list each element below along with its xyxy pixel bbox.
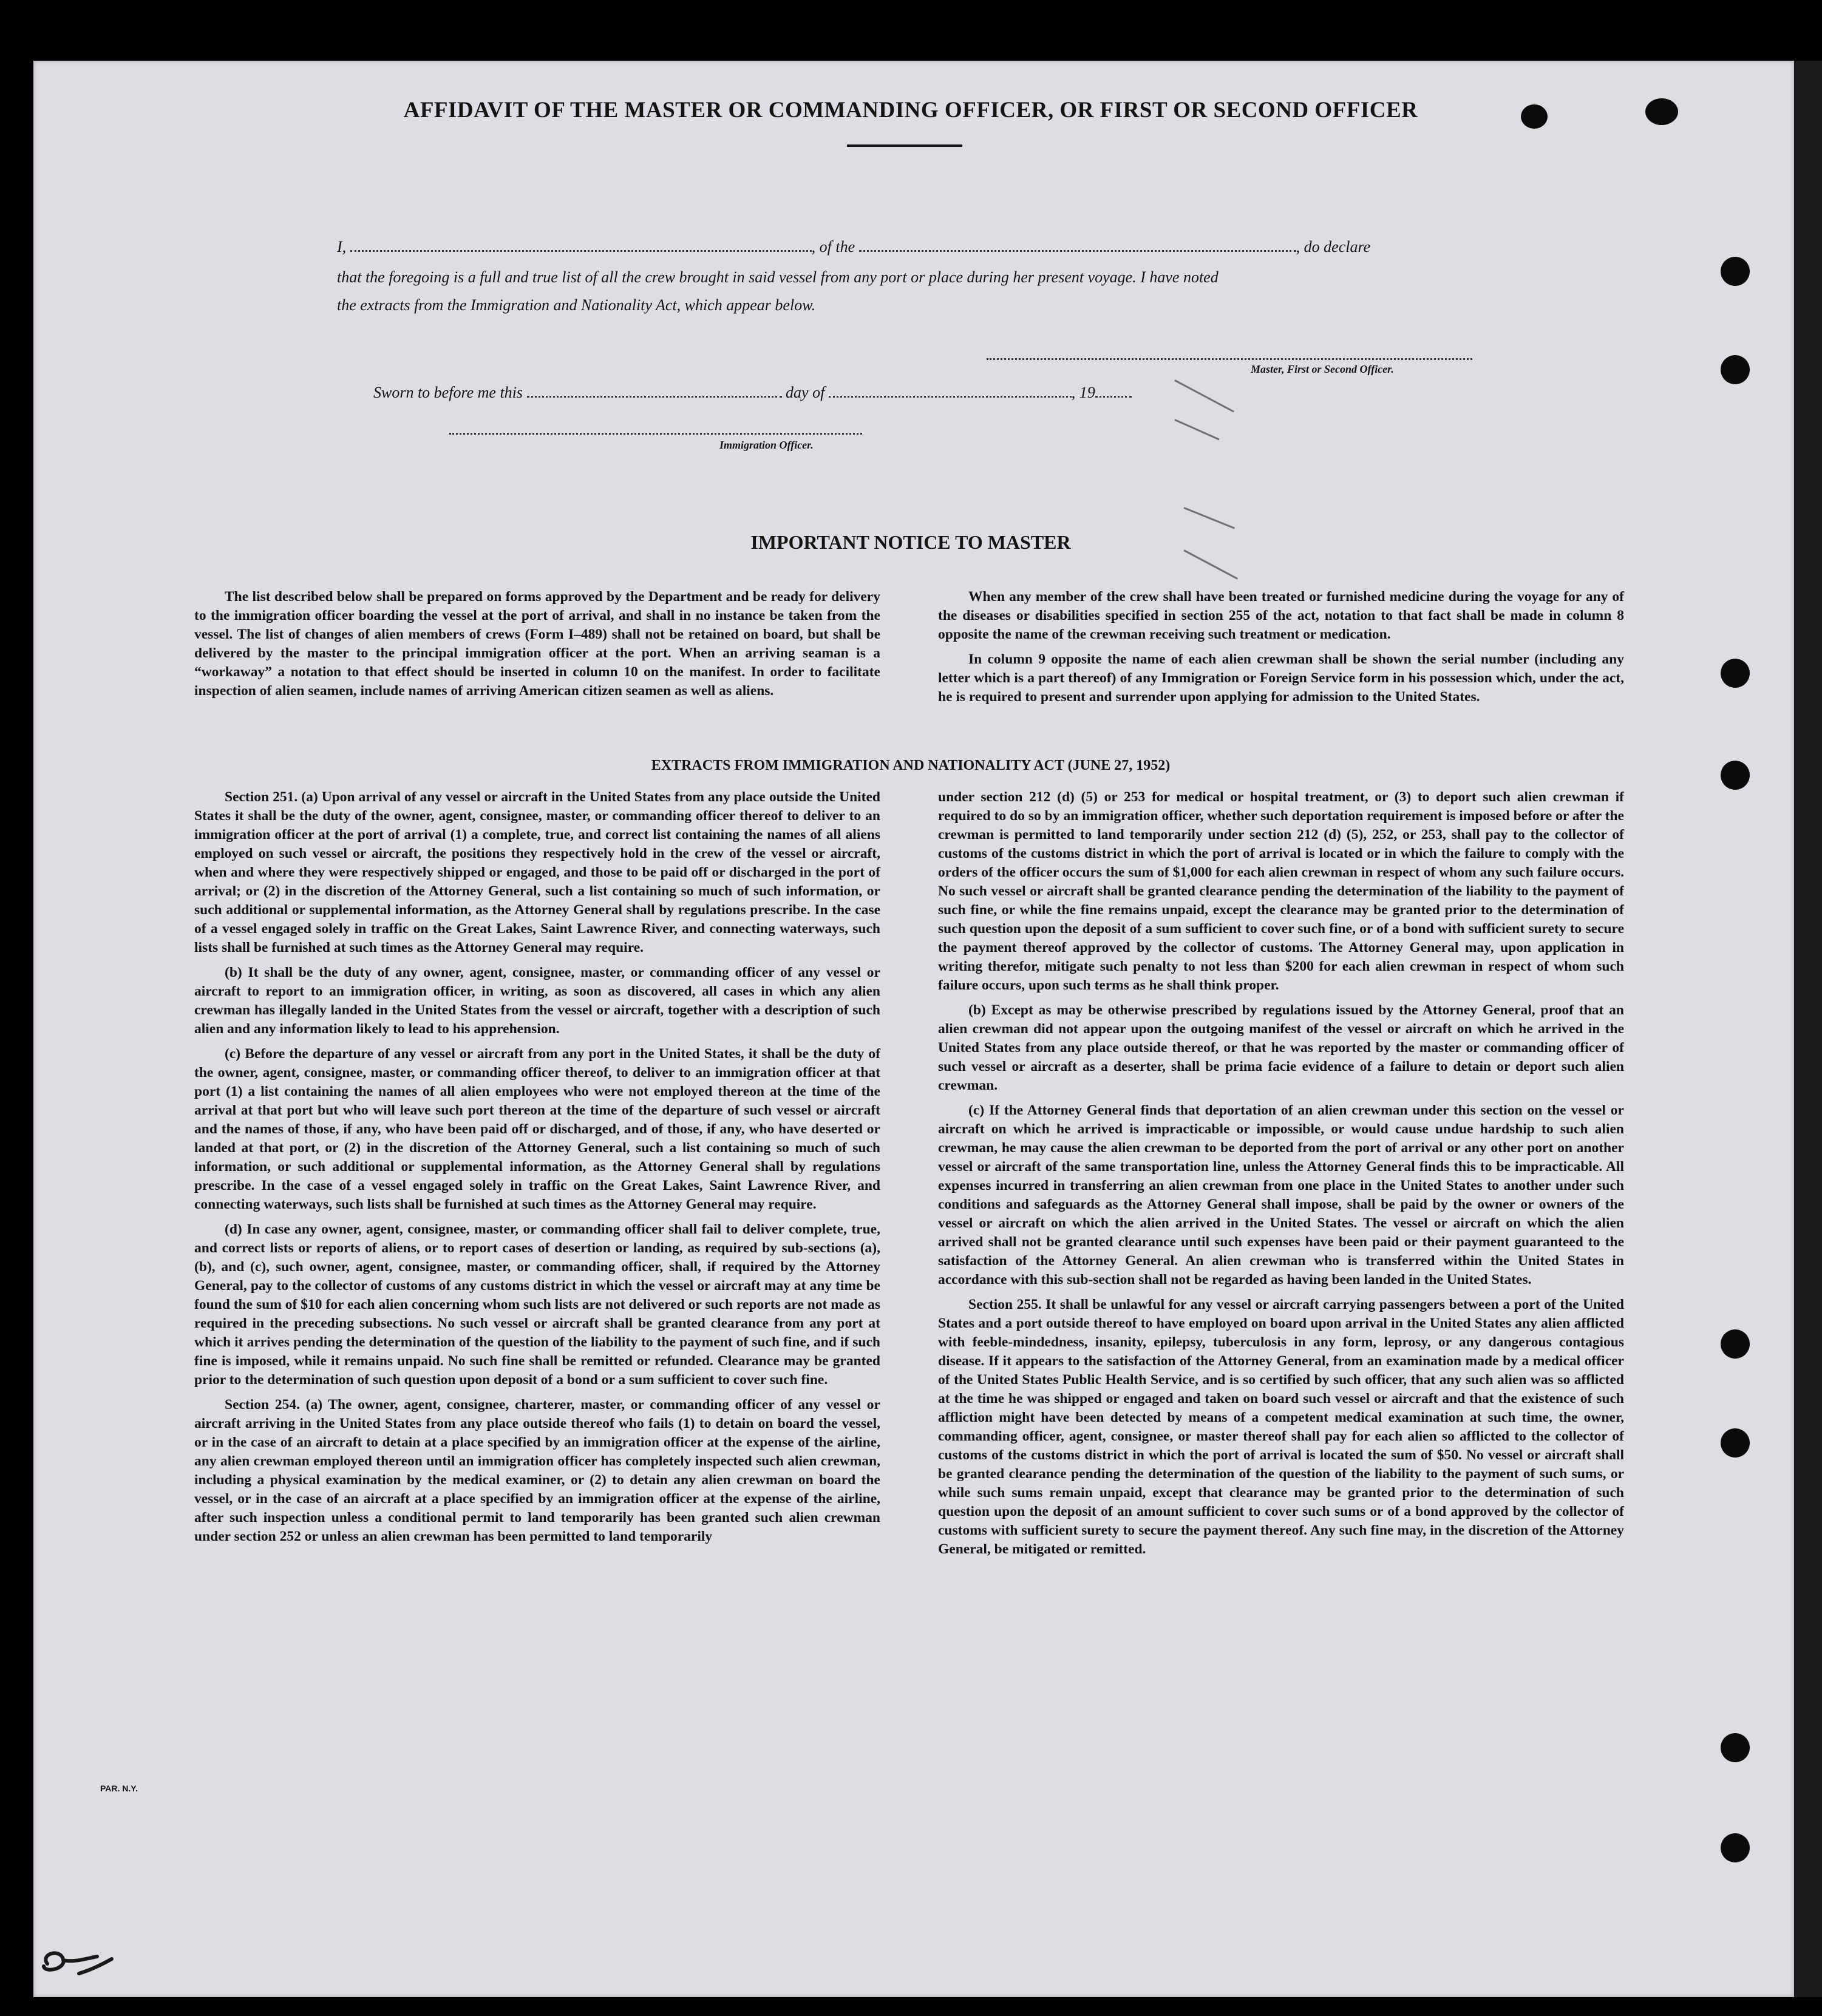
sworn-day-field[interactable]	[527, 385, 782, 398]
officer-caption: Immigration Officer.	[719, 439, 814, 451]
printer-mark: PAR. N.Y.	[100, 1784, 138, 1793]
section-paragraph: (b) Except as may be otherwise prescribed by regulations issued by the Attorney General, proof that an alien crewman did not appear upon the outgoing manifest of the vessel or aircraft on which he arrived in the United States from any place outside thereof, or that he was reported by the master or commanding officer of such vessel or aircraft as a deserter, shall be prima facie evidence of a failure to detain or deport such alien crewman.	[938, 1002, 1624, 1093]
notice-left-column	[194, 588, 880, 707]
year-prefix-label: , 19	[1071, 384, 1095, 401]
title-rule	[847, 144, 962, 147]
master-signature-line[interactable]	[987, 358, 1472, 360]
name-field[interactable]	[350, 239, 812, 252]
declaration-line-3: the extracts from the Immigration and Nationality Act, which appear below.	[337, 296, 816, 314]
section-paragraph: (d) In case any owner, agent, consignee, master, or commanding officer shall fail to deliver complete, true, and correct lists or reports of aliens, or to report cases of desertion or landing, as required by sub-sections (a), (b), and (c), such owner, agent, consignee, master, or commanding officer, shall, if required by the Attorney General, pay to the collector of customs of any customs district in which the vessel or aircraft may at any time be found the sum of $10 for each alien concerning whom such lists are not delivered or such reports are not made as required in the preceding subsections. No such vessel or aircraft shall be granted clearance from any port at which it arrives pending the determination of the question of the liability to the payment of such fine, and if such fine is imposed, while it remains unpaid. No such fine shall be remitted or refunded. Clearance may be granted prior to the determination of such question upon deposit of a bond or a sum sufficient to cover such fine.	[194, 1221, 880, 1388]
affidavit-title: AFFIDAVIT OF THE MASTER OR COMMANDING OFFICER, OR FIRST OR SECOND OFFICER	[403, 98, 1418, 123]
officer-signature-line[interactable]	[449, 433, 862, 435]
declaration-i-label: I,	[337, 238, 347, 256]
declaration-of-the-label: , of the	[811, 238, 855, 256]
notice-paragraph: When any member of the crew shall have been treated or furnished medicine during the voyage for any of the diseases or disabilities specified in section 255 of the act, notation to that fact shall be made in column 8 opposite the name of the crewman receiving such treatment or medication.	[938, 589, 1624, 642]
extracts-right-column	[938, 788, 1624, 1565]
extracts-left-column	[194, 788, 880, 1552]
section-paragraph: (c) If the Attorney General finds that deportation of an alien crewman under this section on the vessel or aircraft on which he arrived is impracticable or impossible, or would cause undue hardship to such alien crewman, he may cause the alien crewman to be deported from the port of arrival or any other port on another vessel or aircraft of the same transportation line, unless the Attorney General finds this to be impracticable. All expenses incurred in transferring an alien crewman from one place in the United States to another under such conditions and safeguards as the Attorney General shall impose, shall be paid by the owner or owners of the vessel or aircraft on which the alien arrived in the United States. The vessel or aircraft on which the alien arrived shall not be granted clearance until such expenses have been paid or their payment guaranteed to the satisfaction of the Attorney General. An alien crewman who is transferred within the United States in accordance with this sub-section shall not be regarded as having been landed in the United States.	[938, 1102, 1624, 1288]
sworn-label: Sworn to before me this	[373, 384, 523, 401]
sworn-month-field[interactable]	[829, 385, 1072, 398]
sworn-year-field[interactable]	[1095, 385, 1132, 398]
section-paragraph: Section 255. It shall be unlawful for any vessel or aircraft carrying passengers between a port of the United States and a port outside thereof to have employed on board upon arrival in the United States any alien afflicted with feeble-mindedness, insanity, epilepsy, tuberculosis in any form, leprosy, or any dangerous contagious disease. If it appears to the satisfaction of the Attorney General, from an examination made by a medical officer of the United States Public Health Service, and is so certified by such officer, that any such alien was so afflicted at the time he was shipped or engaged and taken on board such vessel or aircraft and that the existence of such affliction might have been detected by means of a competent medical examination at such time, the owner, commanding officer, agent, consignee, or master thereof shall pay for each alien so afflicted to the collector of customs of the customs district in which the port of arrival is located the sum of $50. No vessel or aircraft shall be granted clearance pending the determination of the question of the liability to the payment of such sums, or while such sums remain unpaid, except that clearance may be granted prior to the determination of such question upon the deposit of an amount sufficient to cover such sums or of a bond approved by the collector of customs with sufficient surety to secure the payment thereof. Any such fine may, in the discretion of the Attorney General, be mitigated or remitted.	[938, 1297, 1624, 1557]
sworn-line	[373, 384, 1132, 402]
declaration-do-declare-label: , do declare	[1296, 238, 1371, 256]
notice-heading: IMPORTANT NOTICE TO MASTER	[750, 531, 1071, 553]
declaration-line-2: that the foregoing is a full and true list of all the crew brought in said vessel from any port or place during her present voyage. I have noted	[337, 268, 1219, 286]
section-paragraph: Section 251. (a) Upon arrival of any vessel or aircraft in the United States from any place outside the United States it shall be the duty of the owner, agent, consignee, master, or commanding officer thereof to deliver to an immigration officer at the port of arrival (1) a complete, true, and correct list containing the names of all aliens employed on such vessel or aircraft, the positions they respectively hold in the crew of the vessel or aircraft, when and where they were respectively shipped or engaged, and those to be paid off or discharged in the port of arrival; or (2) in the discretion of the Attorney General, such a list containing so much of such information, or such additional or supplemental information, as the Attorney General shall by regulations prescribe. In the case of a vessel engaged solely in traffic on the Great Lakes, Saint Lawrence River, and connecting waterways, such lists shall be furnished at such times as the Attorney General may require.	[194, 789, 880, 955]
day-of-label: day of	[786, 384, 825, 401]
section-paragraph: (b) It shall be the duty of any owner, agent, consignee, master, or commanding officer of any vessel or aircraft to report to an immigration officer, in writing, as soon as discovered, all cases in which any alien crewman has illegally landed in the United States from the vessel or aircraft, together with a description of such alien and any information likely to lead to his apprehension.	[194, 965, 880, 1037]
notice-paragraph: The list described below shall be prepared on forms approved by the Department and be ready for delivery to the immigration officer boarding the vessel at the port of arrival, and shall in no instance be taken from the vessel. The list of changes of alien members of crews (Form I–489) shall not be retained on board, but shall be delivered by the master to the principal immigration officer at the port. When an arriving seaman is a “workaway” a notation to that effect should be inserted in column 10 on the manifest. In order to facilitate inspection of alien seamen, include names of arriving American citizen seamen as well as aliens.	[194, 589, 880, 699]
handwritten-mark	[36, 1946, 115, 1982]
section-paragraph: (c) Before the departure of any vessel or aircraft from any port in the United States, it shall be the duty of the owner, agent, consignee, master, or commanding officer thereof, to deliver to an immigration officer at that port (1) a list containing the names of all alien employees who were not employed thereon at the time of the arrival at that port but who will leave such port thereon at the time of the departure of such vessel or aircraft and the names of those, if any, who have been paid off or discharged, and of those, if any, who have deserted or landed at that port, or (2) in the discretion of the Attorney General, such a list containing so much of such information, or such additional or supplemental information, as the Attorney General shall by regulations prescribe. In the case of a vessel engaged solely in traffic on the Great Lakes, Saint Lawrence River, and connecting waterways, such lists shall be furnished at such times as the Attorney General may require.	[194, 1046, 880, 1212]
vessel-field[interactable]	[859, 239, 1296, 252]
notice-paragraph: In column 9 opposite the name of each alien crewman shall be shown the serial number (including any letter which is a part thereof) of any Immigration or Foreign Service form in his possession which, under the act, he is required to present and surrender upon applying for admission to the United States.	[938, 651, 1624, 705]
extracts-heading: EXTRACTS FROM IMMIGRATION AND NATIONALITY ACT (JUNE 27, 1952)	[651, 758, 1171, 773]
master-caption: Master, First or Second Officer.	[1251, 363, 1394, 375]
declaration-line-1	[337, 238, 1370, 256]
notice-right-column	[938, 588, 1624, 713]
section-paragraph: under section 212 (d) (5) or 253 for medical or hospital treatment, or (3) to deport such alien crewman if required to do so by an immigration officer, whether such deportation requirement is imposed before or after the crewman is permitted to land temporarily under section 212 (d) (5), 252, or 253, shall pay to the collector of customs of the customs district in which the port of arrival is located or in which the failure to comply with the orders of the officer occurs the sum of $1,000 for each alien crewman in respect of whom any such failure occurs. No such vessel or aircraft shall be granted clearance pending the determination of the liability to the payment of such fine, or while the fine remains unpaid, except the clearance may be granted prior to the determination of such question upon the deposit of a sum sufficient to cover such fine, or of a bond with sufficient surety to secure the payment thereof approved by the collector of customs. The Attorney General may, upon application in writing therefor, mitigate such penalty to not less than $200 for each alien crewman in respect of whom such failure occurs, upon such terms as he shall think proper.	[938, 789, 1624, 993]
section-paragraph: Section 254. (a) The owner, agent, consignee, charterer, master, or commanding officer of any vessel or aircraft arriving in the United States from any place outside thereof who fails (1) to detain on board the vessel, or in the case of an aircraft to detain at a place specified by an immigration officer at the expense of the airline, any alien crewman employed thereon until an immigration officer has completely inspected such alien crewman, including a physical examination by the medical examiner, or (2) to detain any alien crewman on board the vessel, or in the case of an aircraft at a place specified by an immigration officer at the expense of the airline, after such inspection unless a conditional permit to land temporarily has been granted such alien crewman under section 252 or unless an alien crewman has been permitted to land temporarily	[194, 1397, 880, 1544]
